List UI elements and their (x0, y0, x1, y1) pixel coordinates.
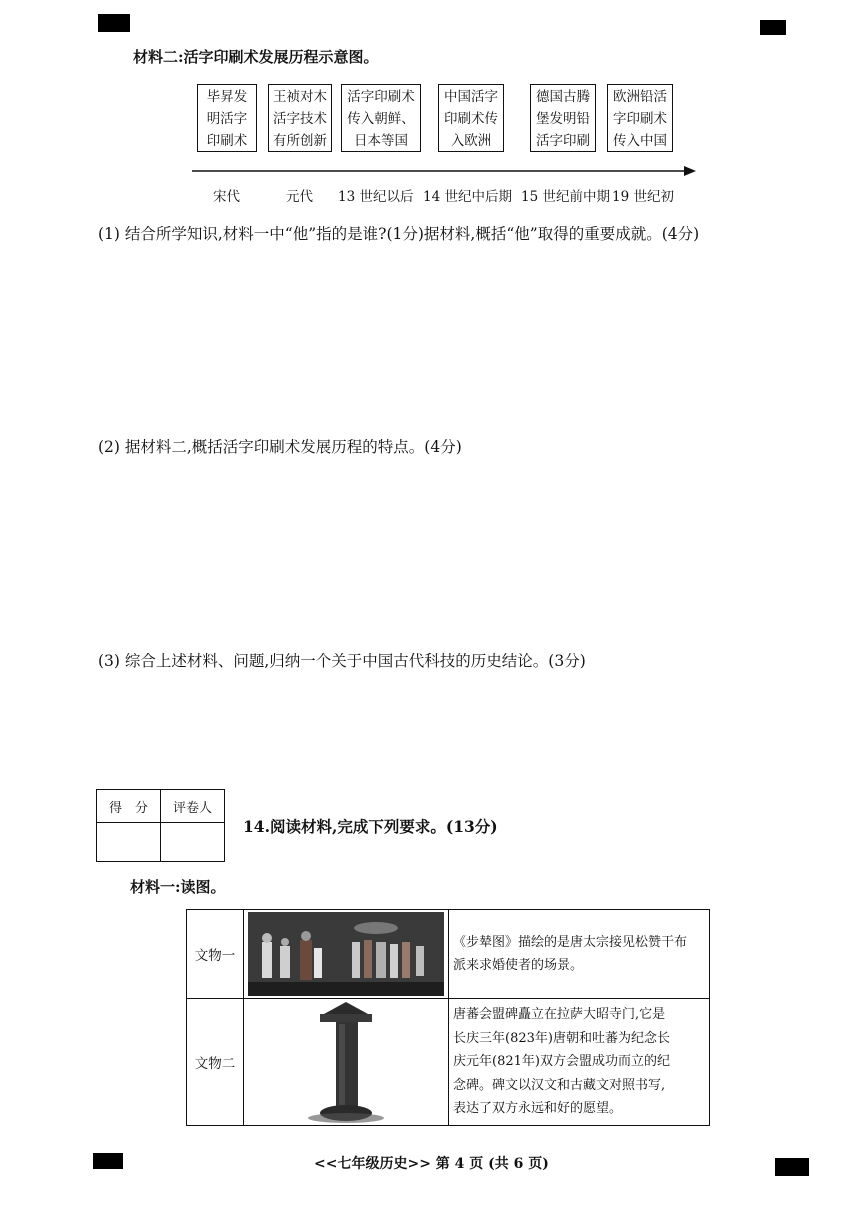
timeline-box-4: 中国活字 印刷术传 入欧洲 (438, 84, 504, 152)
artifact-desc-1: 《步辇图》描绘的是唐太宗接见松赞干布 派来求婚使者的场景。 (449, 910, 710, 999)
question-1: (1) 结合所学知识,材料一中“他”指的是谁?(1分)据材料,概括“他”取得的重要成就。(4分) (98, 225, 700, 243)
grader-cell[interactable] (161, 823, 225, 862)
timeline-box-5: 德国古腾 堡发明铅 活字印刷 (530, 84, 596, 152)
grader-header: 评卷人 (161, 790, 225, 823)
artifact-image-2 (244, 999, 449, 1126)
timeline-date-3: 13 世纪以后 (338, 189, 414, 205)
material1-title: 材料一:读图。 (130, 878, 226, 896)
timeline-box-2: 王祯对木 活字技术 有所创新 (268, 84, 332, 152)
artifact-label-2: 文物二 (187, 999, 244, 1126)
score-box (96, 789, 225, 862)
timeline-date-5: 15 世纪前中期 (521, 189, 610, 205)
registration-mark-top-left (98, 14, 130, 32)
score-cell[interactable] (97, 823, 161, 862)
bunian-tu-painting-image (248, 912, 444, 996)
registration-mark-top-right (760, 20, 786, 35)
registration-mark-bottom-right (775, 1158, 809, 1176)
timeline-axis (190, 160, 700, 182)
registration-mark-bottom-left (93, 1153, 123, 1169)
artifact-image-1 (244, 910, 449, 999)
timeline-date-4: 14 世纪中后期 (423, 189, 512, 205)
question-14-title: 14.阅读材料,完成下列要求。(13分) (243, 817, 498, 836)
score-header: 得 分 (97, 790, 161, 823)
material2-title: 材料二:活字印刷术发展历程示意图。 (133, 48, 379, 66)
timeline-date-1: 宋代 (213, 189, 240, 205)
timeline-date-2: 元代 (286, 189, 313, 205)
artifact-row-1 (187, 910, 710, 999)
timeline-box-6: 欧洲铅活 字印刷术 传入中国 (607, 84, 673, 152)
artifact-row-2 (187, 999, 710, 1126)
timeline-box-3: 活字印刷术 传入朝鲜、 日本等国 (341, 84, 421, 152)
artifact-table (186, 909, 710, 1126)
artifact-label-1: 文物一 (187, 910, 244, 999)
question-2: (2) 据材料二,概括活字印刷术发展历程的特点。(4分) (98, 438, 462, 456)
timeline-box-1: 毕昇发 明活字 印刷术 (197, 84, 257, 152)
alliance-stele-image (306, 1000, 386, 1124)
artifact-desc-2: 唐蕃会盟碑矗立在拉萨大昭寺门,它是 长庆三年(823年)唐朝和吐蕃为纪念长 庆元年(821年)双方会盟成功而立的纪 念碑。碑文以汉文和古藏文对照书写, 表达了双方永远和好的愿望。 (449, 999, 710, 1126)
question-3: (3) 综合上述材料、问题,归纳一个关于中国古代科技的历史结论。(3分) (98, 652, 586, 670)
timeline-date-6: 19 世纪初 (612, 189, 674, 205)
page-footer: <<七年级历史>> 第 4 页 (共 6 页) (314, 1156, 549, 1172)
